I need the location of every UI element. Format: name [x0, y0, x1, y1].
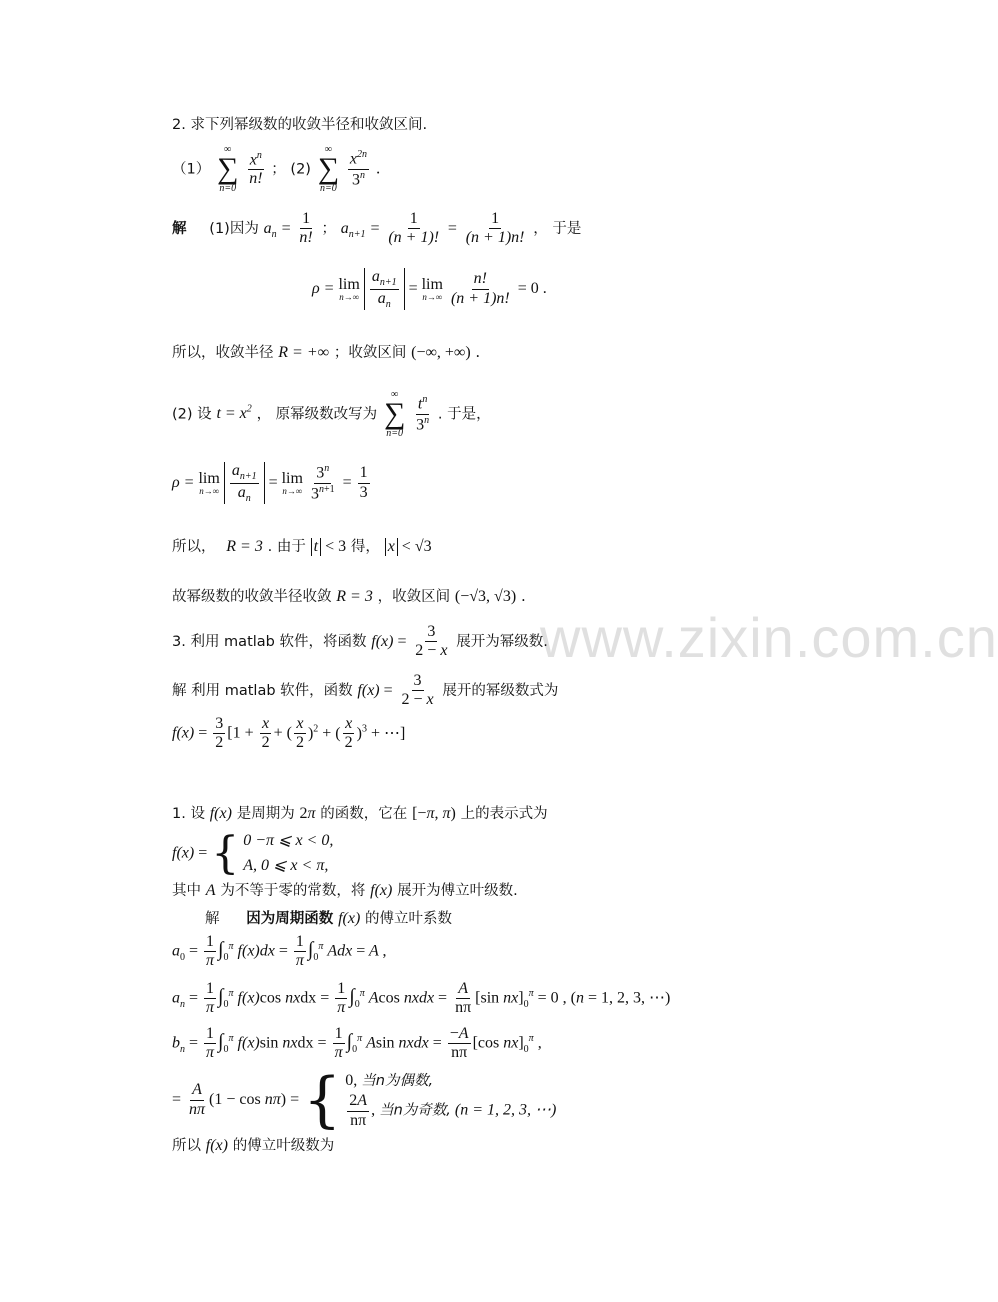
final-text: 故幂级数的收敛半径收敛	[172, 589, 332, 605]
piecewise-def: f(x) = { 0 −π ⩽ x < 0, A, 0 ⩽ x < π,	[172, 827, 334, 879]
radius-2: R = 3	[226, 538, 263, 555]
end-dot-2: .	[520, 587, 526, 605]
series-line	[172, 145, 381, 194]
expression-text: 上的表示式为	[460, 806, 548, 822]
period-text: 是周期为	[236, 806, 295, 822]
solution-3-text: 解 利用 matlab 软件，函数	[172, 682, 353, 699]
since-text: . 由于	[267, 539, 306, 555]
sum-3: ∞ ∑ n=0	[383, 389, 406, 439]
case-2: A, 0 ⩽ x < π,	[243, 856, 329, 874]
frac-xn-nfact: $\frac{x^n}{n!}$	[249, 149, 263, 188]
frac-3-2mx: $\frac{3}{2 - x}$	[415, 623, 448, 660]
n-range: (n = 1, 2, 3, ⋯)	[454, 1101, 557, 1119]
frac-1-nfact: $\frac{1}{n!}$	[299, 210, 313, 247]
when-odd: 当n为奇数,	[379, 1102, 451, 1119]
frac-3-2mx-b: $\frac{3}{2 - x}$	[401, 672, 434, 709]
radius-1: R = +∞	[278, 344, 330, 361]
bn-formula: $b_n$ = $\frac{1}{\pi}$ $\int_0^\pi$ f(x)sin nxdx = $\frac{1}{\pi}$ $\int_0^\pi$ Asin nxdx = $\frac{-A}{n\pi}$ [cos $nx]_0^\pi$ ,	[172, 1025, 542, 1062]
frac-1-n1nfact: $\frac{1}{(n + 1)n!}$	[465, 210, 525, 247]
an-formula: $a_n$ = $\frac{1}{\pi}$ $\int_0^\pi$ f(x)cos nxdx = $\frac{1}{\pi}$ $\int_0^\pi$ Acos nxdx = $\frac{A}{n\pi}$ [sin $nx]_0^\pi = 0$ , (n = 1, 2, 3, ⋯)	[172, 980, 671, 1017]
nonzero-text: 为不等于零的常数，将	[220, 883, 366, 899]
therefore-text: ， 于是	[533, 220, 582, 237]
conclusion-2: 所以， R = 3 . 由于 t < 3 得， x < √3	[172, 538, 432, 556]
where-text: 其中	[172, 883, 201, 899]
case-1: 0 −π ⩽ x < 0,	[243, 832, 334, 849]
item2-label: ； (2)	[271, 161, 311, 178]
conclusion-1-text: 所以，收敛半径	[172, 345, 274, 361]
so-text: 所以	[172, 1138, 201, 1154]
coeff-text: 因为周期函数	[246, 911, 334, 927]
frac-tn-3n: $\frac{t^n}{3^n}$	[416, 394, 430, 434]
conclusion-1	[172, 341, 480, 362]
fourier-expand-text: 展开为傅立叶级数.	[397, 883, 518, 899]
fourier-series-text: 的傅立叶级数为	[232, 1138, 335, 1154]
rho-limit-2: ρ = lim n→∞ $\frac{a_{n+1}}{a_n}$ = lim n→∞ $\frac{3^n}{3^{n+1}}$ = $\frac{1}{3}$	[172, 462, 368, 504]
get-text: 得，	[350, 539, 380, 555]
period: .	[375, 159, 381, 178]
fx-expansion: f(x) = $\frac{3}{2}$ [1 + $\frac{x}{2}$ + ( $\frac{x}{2}$ )$^2$ + ( $\frac{x}{2}$ )$^3$ + ⋯]	[172, 715, 406, 752]
end-dot: .	[475, 343, 481, 361]
a0-formula: $a_0$ = $\frac{1}{\pi}$ $\int_0^\pi$ f(x)dx = $\frac{1}{\pi}$ $\int_0^\pi$ Adx = A ,	[172, 933, 387, 970]
fourier-solution-header: 解 因为周期函数 f(x) 的傅立叶系数	[205, 910, 453, 927]
fourier-series-line: 所以 f(x) 的傅立叶级数为	[172, 1137, 335, 1154]
fourier-problem-line: 1. 设 f(x) 是周期为 2π 的函数，它在 [−π, π) 上的表示式为	[172, 805, 548, 822]
solution-2-line: (2) 设 $t = x^2$ ， 原幂级数改写为 ∞ ∑ n=0 $\frac{t^n}{3^n}$ . 于是，	[172, 389, 491, 439]
t-equals: t = x	[216, 405, 247, 423]
because-text: (1)因为	[209, 220, 259, 237]
problem-3-text: 3. 利用 matlab 软件，将函数	[172, 633, 367, 650]
semicolon: ；	[321, 220, 337, 237]
rho-limit-1: ρ = lim n→∞ $\frac{a_{n+1}}{a_n}$ = lim n→∞ $\frac{n!}{(n + 1)n!}$ = 0 .	[312, 268, 547, 310]
when-even: 当n为偶数,	[361, 1073, 434, 1089]
problem-2-title: 2. 求下列幂级数的收敛半径和收敛区间.	[172, 117, 428, 133]
interval-1: (−∞, +∞)	[411, 344, 471, 361]
solution-1-line: 解 (1)因为 $a_n$ = $\frac{1}{n!}$ ； $a_{n+1}$ = $\frac{1}{(n + 1)!}$ = $\frac{1}{(n + 1)n!}$ ， 于是	[172, 210, 582, 247]
problem-3-line: 3. 利用 matlab 软件，将函数 f(x) = $\frac{3}{2 - x}$ 展开为幂级数.	[172, 623, 548, 660]
therefore-text-2: . 于是，	[437, 406, 491, 423]
where-a-line: 其中 A 为不等于零的常数，将 f(x) 展开为傅立叶级数.	[172, 882, 518, 899]
watermark: www.zixin.com.cn	[540, 606, 998, 669]
frac-x2n-3n: $\frac{x^{2n}}{3^n}$	[349, 149, 368, 189]
fourier-let: 1. 设	[172, 806, 205, 822]
coeff-text2: 的傅立叶系数	[365, 911, 453, 927]
sum-1: ∞ ∑ n=0	[217, 144, 239, 194]
interval-2: (−√3, √3)	[454, 588, 517, 605]
series-form-text: 展开的幂级数式为	[442, 682, 559, 699]
let-text: (2) 设	[172, 406, 212, 423]
final-text2: ，收敛区间	[377, 589, 451, 605]
jie-label-2: 解	[205, 911, 220, 927]
conclusion-2-text: 所以，	[172, 539, 216, 555]
bn-cases: = $\frac{A}{n\pi}$ (1 − cos nπ) = { 0, 当n为偶数, $\frac{2A}{n\pi}$ , 当n为奇数, (n = 1, 2, 3, ⋯)	[172, 1065, 557, 1136]
item1-label: （1）	[172, 161, 211, 178]
frac-1-n1fact: $\frac{1}{(n + 1)!}$	[388, 210, 440, 247]
radius-3: R = 3	[336, 588, 373, 605]
conclusion-1-text2: ；收敛区间	[333, 345, 407, 361]
function-text: 的函数，它在	[320, 806, 408, 822]
jie-label: 解	[172, 220, 187, 237]
sum-2: ∞ ∑ n=0	[317, 144, 340, 194]
rewrite-text: ， 原幂级数改写为	[256, 406, 378, 423]
conclusion-2-final	[172, 585, 526, 606]
expand-text: 展开为幂级数.	[456, 633, 548, 650]
solution-3-line: 解 利用 matlab 软件，函数 f(x) = $\frac{3}{2 - x}$ 展开的幂级数式为	[172, 672, 559, 709]
